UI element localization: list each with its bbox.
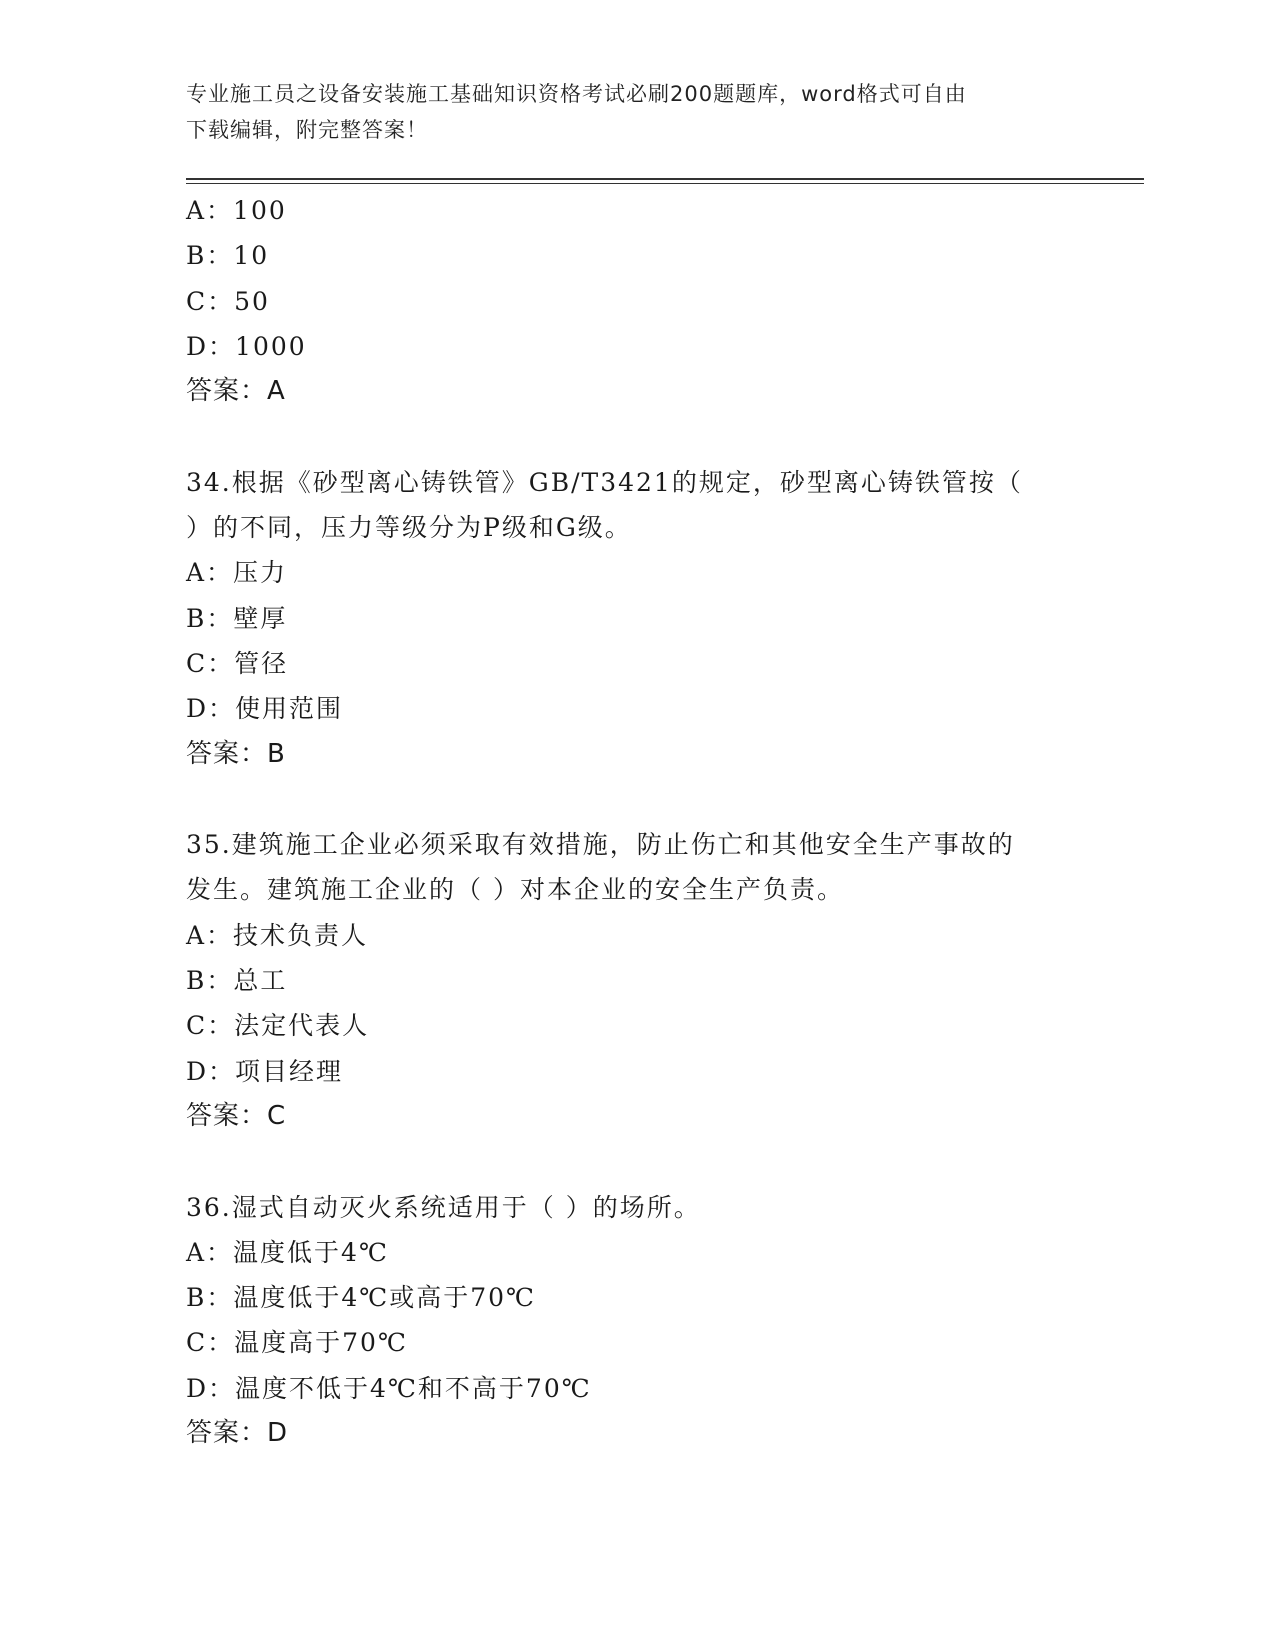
question-text-line-1: 35.建筑施工企业必须采取有效措施，防止伤亡和其他安全生产事故的 xyxy=(186,830,1015,860)
spacer xyxy=(186,414,1066,459)
question-33-options xyxy=(186,188,1066,414)
option-c: C：法定代表人 xyxy=(186,1011,370,1041)
option-d: D：使用范围 xyxy=(186,694,344,724)
option-b: B：10 xyxy=(186,241,270,271)
question-34 xyxy=(186,460,1066,777)
option-a: A：100 xyxy=(186,196,287,225)
question-36 xyxy=(186,1185,1066,1457)
option-c: C：温度高于70℃ xyxy=(186,1328,408,1358)
answer-line: 答案：D xyxy=(186,1418,289,1449)
spacer xyxy=(186,1139,1066,1184)
option-b: B：壁厚 xyxy=(186,603,288,633)
option-a: A：压力 xyxy=(186,558,288,588)
header-title-line-2: 下载编辑，附完整答案！ xyxy=(186,118,428,142)
question-text-line-1: 36.湿式自动灭火系统适用于（ ）的场所。 xyxy=(186,1192,701,1222)
header-divider-thick xyxy=(186,178,1144,180)
question-list xyxy=(186,188,1066,1456)
page-header xyxy=(186,76,1066,148)
answer-line: 答案：A xyxy=(186,376,286,407)
question-35 xyxy=(186,822,1066,1139)
header-divider-thin xyxy=(186,183,1144,184)
question-text-line-1: 34.根据《砂型离心铸铁管》GB/T3421的规定，砂型离心铸铁管按（ xyxy=(186,467,1023,497)
option-d: D：项目经理 xyxy=(186,1056,344,1086)
spacer xyxy=(186,777,1066,822)
option-b: B：总工 xyxy=(186,966,288,996)
question-text-line-2: ）的不同，压力等级分为P级和G级。 xyxy=(186,513,632,543)
option-d: D：1000 xyxy=(186,331,307,361)
option-d: D：温度不低于4℃和不高于70℃ xyxy=(186,1373,592,1403)
option-a: A：温度低于4℃ xyxy=(186,1237,389,1267)
header-title-line-1: 专业施工员之设备安装施工基础知识资格考试必刷200题题库，word格式可自由 xyxy=(186,82,967,106)
option-b: B：温度低于4℃或高于70℃ xyxy=(186,1283,537,1313)
option-c: C：管径 xyxy=(186,648,289,678)
answer-line: 答案：B xyxy=(186,738,286,769)
answer-line: 答案：C xyxy=(186,1100,287,1131)
question-text-line-2: 发生。建筑施工企业的（ ）对本企业的安全生产负责。 xyxy=(186,875,844,905)
option-c: C：50 xyxy=(186,286,270,316)
option-a: A：技术负责人 xyxy=(186,920,369,950)
